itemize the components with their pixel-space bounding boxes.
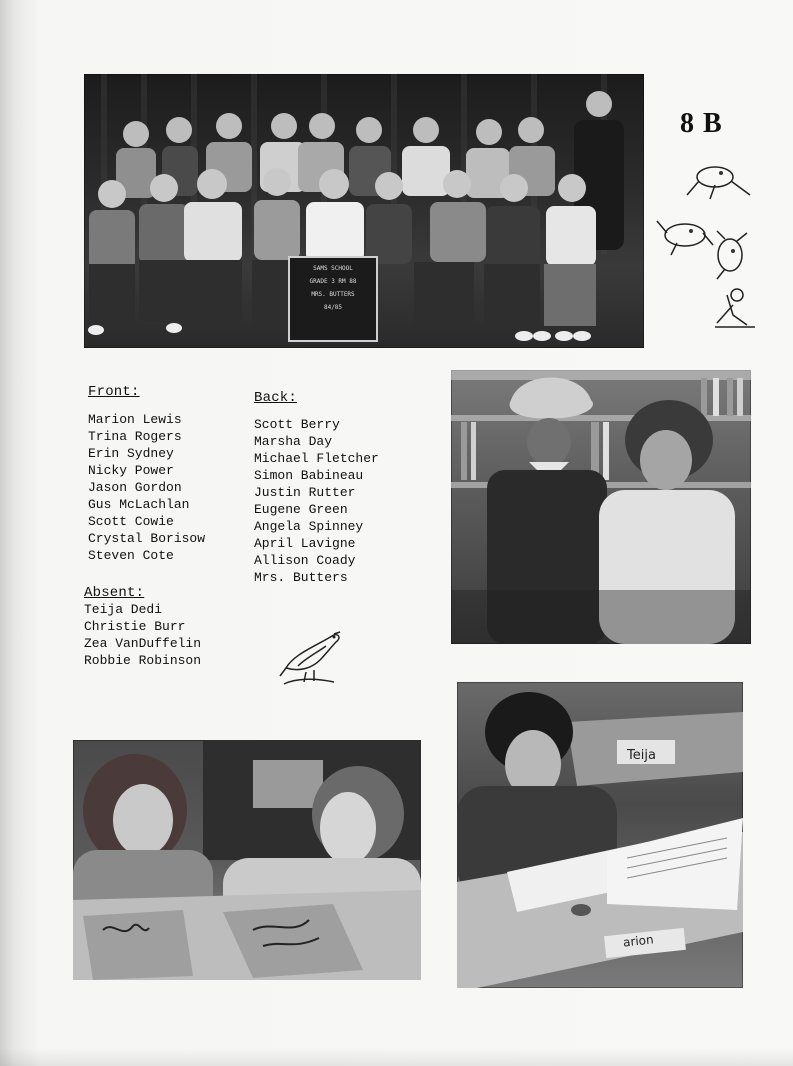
drawing-photo-figures — [73, 740, 421, 980]
back-name: Angela Spinney — [254, 519, 364, 534]
front-heading: Front: — [88, 384, 140, 400]
front-name: Erin Sydney — [88, 446, 174, 461]
nametag-1: Teija — [627, 748, 656, 763]
sign-line: 84/85 — [323, 304, 343, 311]
costume-photo — [451, 370, 751, 644]
desk-photo — [457, 682, 743, 988]
bird-icon — [276, 624, 346, 696]
class-photo — [84, 74, 644, 348]
front-name: Nicky Power — [88, 463, 174, 478]
front-list — [88, 384, 205, 564]
desk-photo-figures — [457, 682, 743, 988]
front-name: Jason Gordon — [88, 480, 182, 495]
front-name: Marion Lewis — [88, 412, 182, 427]
back-name: Mrs. Butters — [254, 570, 348, 585]
front-name: Crystal Borisow — [88, 531, 206, 546]
drawing-photo — [73, 740, 421, 980]
back-heading: Back: — [254, 390, 298, 406]
nametag-2: arion — [622, 932, 655, 950]
front-name: Gus McLachlan — [88, 497, 190, 512]
sign-line: GRADE 3 RM 88 — [309, 278, 357, 285]
back-name: Allison Coady — [254, 553, 356, 568]
frog-icon — [655, 155, 765, 335]
back-name: Scott Berry — [254, 417, 340, 432]
page-marker: 8 B — [680, 108, 723, 139]
back-name: Michael Fletcher — [254, 451, 379, 466]
front-name: Steven Cote — [88, 548, 174, 563]
class-sign — [288, 256, 378, 342]
absent-name: Teija Dedi — [84, 602, 163, 617]
costume-photo-figures — [451, 370, 751, 644]
back-list — [254, 390, 379, 586]
back-name: Marsha Day — [254, 434, 333, 449]
absent-list — [84, 585, 201, 669]
back-name: Simon Babineau — [254, 468, 364, 483]
absent-name: Zea VanDuffelin — [84, 636, 202, 651]
absent-name: Robbie Robinson — [84, 653, 202, 668]
back-name: Eugene Green — [254, 502, 348, 517]
back-name: Justin Rutter — [254, 485, 356, 500]
front-name: Trina Rogers — [88, 429, 182, 444]
sign-line: SAMS SCHOOL — [313, 265, 353, 272]
absent-name: Christie Burr — [84, 619, 186, 634]
back-name: April Lavigne — [254, 536, 356, 551]
sign-line: MRS. BUTTERS — [311, 291, 355, 298]
front-name: Scott Cowie — [88, 514, 174, 529]
absent-heading: Absent: — [84, 585, 145, 601]
